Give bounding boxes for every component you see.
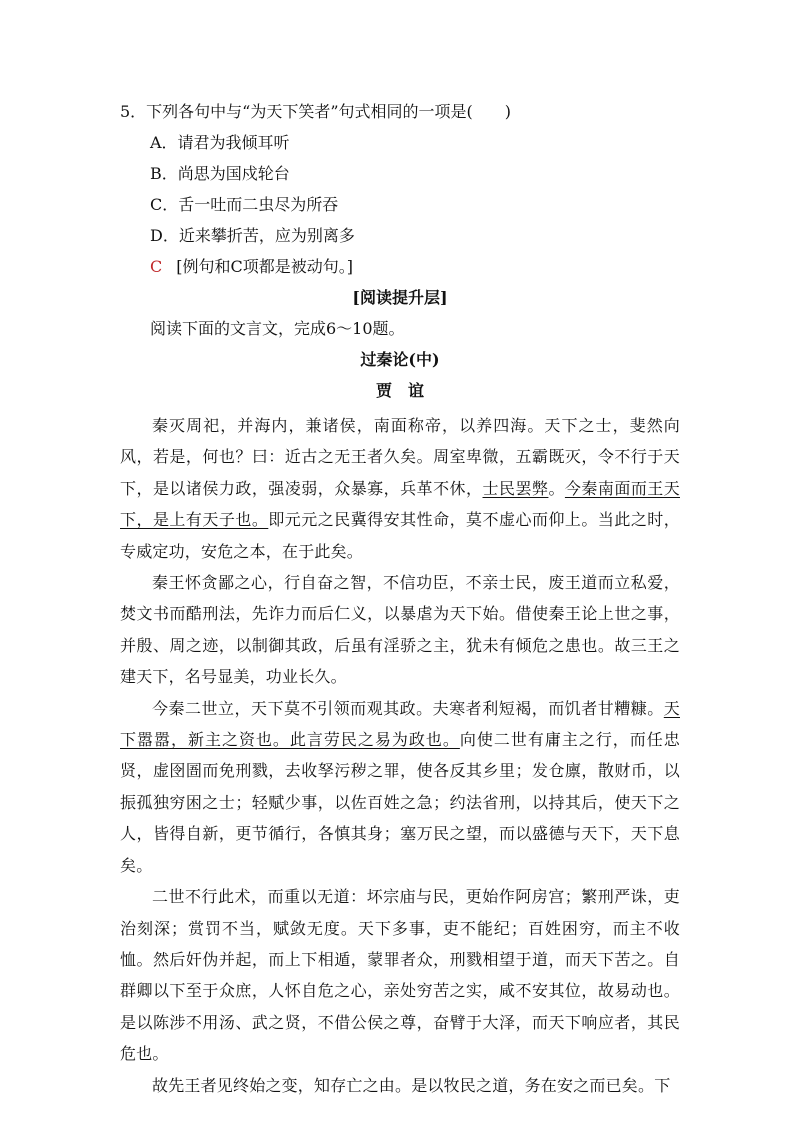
section-heading: [阅读提升层] xyxy=(352,288,448,307)
passage-title: 过秦论(中) xyxy=(360,350,440,369)
paragraph-2: 秦王怀贪鄙之心，行自奋之智，不信功臣，不亲士民，废王道而立私爱，焚文书而酷刑法，先诈力而后仁义，以暴虐为天下始。借使秦王论上世之事，并殷、周之迹，以制御其政，后虽有淫骄之主，犹未有倾危之患也。故三王之建天下，名号显美，功业长久。 xyxy=(120,573,680,687)
paragraph-5: 故先王者见终始之变，知存亡之由。是以牧民之道，务在安之而已矣。下 xyxy=(152,1075,671,1095)
question-stem: 5．下列各句中与“为天下笑者”句式相同的一项是( ) xyxy=(120,102,512,121)
paragraph-3: 今秦二世立，天下莫不引领而观其政。夫寒者利短褐，而饥者甘糟糠。天下嚣嚣，新主之资也。此言劳民之易为政也。向使二世有庸主之行，而任忠贤，虚囹圄而免刑戮，去收孥污秽之罪，使各反其乡里；发仓廪，散财币，以振孤独穷困之士；轻赋少事，以佐百姓之急；约法省刑，以持其后，使天下之人，皆得自新，更节循行，各慎其身；塞万民之望，而以盛德与天下，天下息矣。 xyxy=(120,698,680,875)
paragraph-4: 二世不行此术，而重以无道：坏宗庙与民，更始作阿房宫；繁刑严诛，吏治刻深；赏罚不当，赋敛无度。天下多事，吏不能纪；百姓困穷，而主不收恤。然后奸伪并起，而上下相遁，蒙罪者众，刑戮相望于道，而天下苦之。自群卿以下至于众庶，人怀自危之心，亲处穷苦之实，咸不安其位，故易动也。是以陈涉不用汤、武之贤，不借公侯之尊，奋臂于大泽，而天下响应者，其民危也。 xyxy=(120,887,680,1064)
answer-line xyxy=(120,251,680,282)
underlined-sentence: 天下嚣嚣，新主之资也。此言劳民之易为政也。 xyxy=(120,698,680,750)
option-b: B．尚思为国戍轮台 xyxy=(150,164,290,183)
answer-explanation: [例句和C项都是被动句。] xyxy=(176,257,353,276)
underlined-sentence: 士民罢弊 xyxy=(482,478,549,498)
paragraph-1: 秦灭周祀，并海内，兼诸侯，南面称帝，以养四海。天下之士，斐然向风，若是，何也？曰：近古之无王者久矣。周室卑微，五霸既灭，令不行于天下，是以诸侯力政，强凌弱，众暴寡，兵革不休，士民罢弊。今秦南面而王天下，是上有天子也。即元元之民冀得安其性命，莫不虚心而仰上。当此之时，专威定功，安危之本，在于此矣。 xyxy=(120,416,680,561)
reading-instruction: 阅读下面的文言文，完成6～10题。 xyxy=(150,319,405,338)
passage-author: 贾 谊 xyxy=(375,381,424,400)
underlined-sentence: 今秦南面而王天下，是上有天子也。 xyxy=(120,478,680,530)
option-a: A．请君为我倾耳听 xyxy=(150,133,290,152)
page-content xyxy=(120,96,680,1101)
option-c: C．舌一吐而二虫尽为所吞 xyxy=(150,195,339,214)
option-d: D．近来攀折苦，应为别离多 xyxy=(150,226,355,245)
answer-letter: C xyxy=(150,257,163,276)
